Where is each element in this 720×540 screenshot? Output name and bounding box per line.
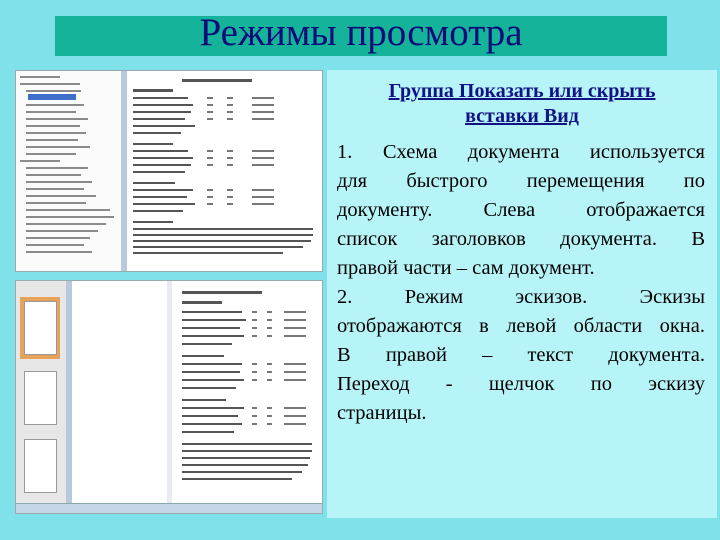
text-line: отображаются в левой области окна. [337, 315, 705, 337]
document-page [127, 71, 322, 271]
text-line: 2. Режим эскизов. Эскизы [337, 286, 705, 308]
document-page-area [127, 71, 322, 271]
title-bar [55, 11, 667, 56]
page-thumbnail[interactable] [24, 439, 57, 493]
text-line: страницы. [337, 402, 427, 424]
text-line: 1. Схема документа используется [337, 141, 705, 163]
text-line: Переход - щелчок по эскизу [337, 373, 705, 395]
heading-list [16, 71, 121, 261]
text-line: список заголовков документа. В [337, 228, 705, 250]
document-map-screenshot [15, 70, 323, 272]
text-panel [327, 70, 717, 518]
document-page-area [72, 281, 322, 513]
thumbnails-pane [16, 281, 67, 513]
document-page [72, 281, 322, 503]
document-map-pane [16, 71, 122, 271]
body-text [337, 138, 705, 428]
slide-title: Режимы просмотра [199, 11, 523, 54]
text-line: для быстрого перемещения по [337, 170, 705, 192]
text-line: В правой – текст документа. [337, 344, 705, 366]
page-thumbnail[interactable] [24, 371, 57, 425]
text-line: документу. Слева отображается [337, 199, 705, 221]
subtitle-line-2: вставки Вид [465, 105, 579, 127]
page-thumbnail[interactable] [24, 301, 57, 355]
subtitle-line-1: Группа Показать или скрыть [388, 80, 656, 102]
status-bar [16, 503, 322, 513]
thumbnails-screenshot [15, 280, 323, 514]
text-line: правой части – сам документ. [337, 257, 595, 279]
